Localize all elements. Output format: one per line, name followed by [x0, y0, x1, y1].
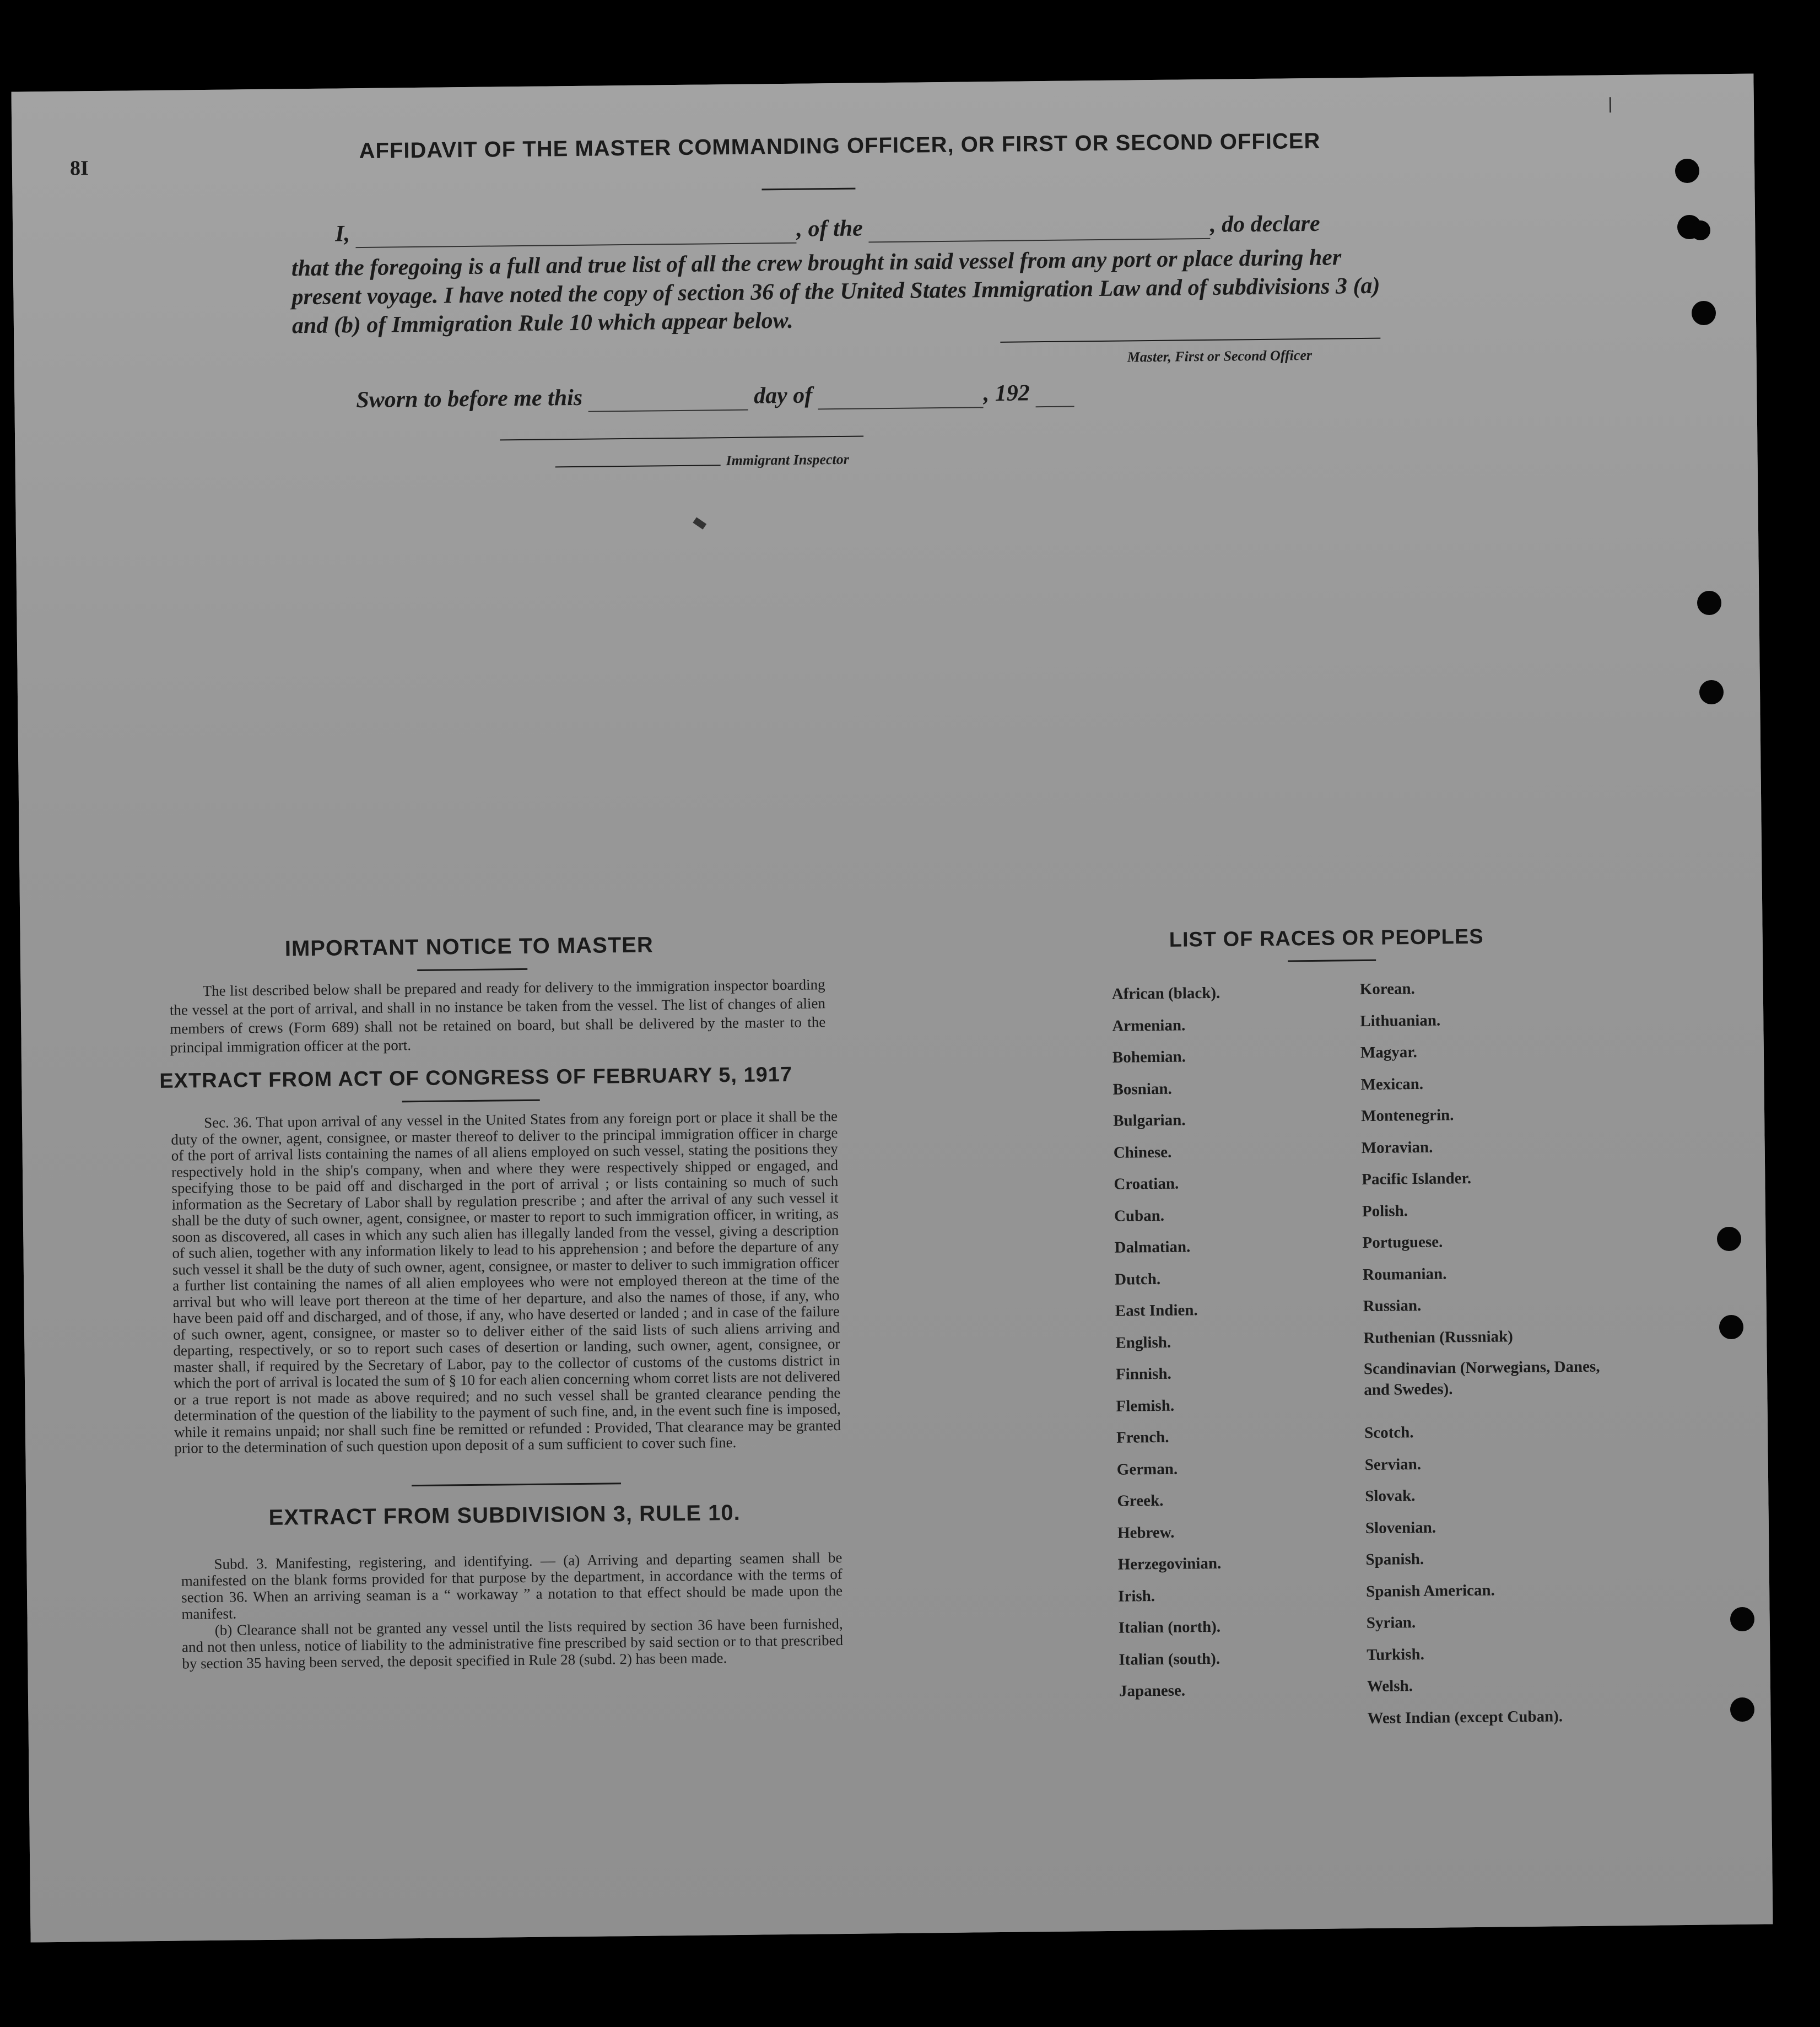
race-item: Polish.	[1362, 1201, 1408, 1220]
race-item: Italian (north).	[1118, 1618, 1221, 1637]
race-item: Slovak.	[1365, 1487, 1416, 1506]
race-item: Dalmatian.	[1114, 1238, 1191, 1257]
inspector-line	[555, 465, 721, 467]
sworn-line	[356, 378, 1127, 414]
binder-hole	[1692, 301, 1716, 325]
race-item: Irish.	[1118, 1587, 1155, 1605]
extract-rule-para-b: (b) Clearance shall not be granted any vessel until the lists required by section 36 have been furnished, and not then unless, notice of liability to the administrative fine prescribed by said section or to that prescribed by section 35 having been served, the deposit specified in Rule 28 (subd. 2) has been made.	[181, 1615, 844, 1672]
race-item: Ruthenian (Russniak)	[1363, 1327, 1514, 1347]
races-title: LIST OF RACES OR PEOPLES	[1169, 925, 1484, 952]
races-left-column	[1111, 977, 1340, 1708]
notice-body: The list described below shall be prepared and ready for delivery to the immigration inspector boarding the vessel at the port of arrival, and shall in no instance be taken from the vessel. The list of changes of alien members of crews (Form 689) shall not be retained on board, but shall be delivered by the master to the principal immigration officer at the port.	[169, 976, 826, 1056]
signature-label: Master, First or Second Officer	[1127, 347, 1313, 365]
notice-title: IMPORTANT NOTICE TO MASTER	[284, 932, 654, 961]
race-item: English.	[1115, 1333, 1171, 1352]
binder-hole	[1717, 1227, 1741, 1251]
declaration-i: I,	[334, 221, 350, 247]
race-item: Italian (south).	[1119, 1649, 1220, 1669]
race-item: Russian.	[1363, 1296, 1422, 1316]
race-item: Cuban.	[1114, 1206, 1165, 1225]
races-underline	[1288, 959, 1376, 962]
sworn-year: , 192	[983, 380, 1030, 407]
declaration-of-the: , of the	[796, 215, 863, 242]
binder-hole	[1730, 1697, 1754, 1722]
race-item: Spanish American.	[1365, 1581, 1495, 1600]
page-number: 8I	[69, 157, 89, 180]
race-item: Bulgarian.	[1112, 1111, 1186, 1130]
ink-mark	[1610, 97, 1611, 112]
race-item: Turkish.	[1367, 1645, 1425, 1664]
document-sheet	[12, 74, 1773, 1943]
year-blank	[1035, 406, 1074, 407]
sworn-day-of: day of	[753, 382, 813, 409]
declaration-body: that the foregoing is a full and true list of all the crew brought in said vessel from any port or place during her present voyage. I have noted the copy of section 36 of the United States Immigration Law and of subdivisions 3 (a) and (b) of Immigration Rule 10 which appear below.	[291, 245, 1380, 339]
race-item: French.	[1116, 1428, 1169, 1447]
day-blank	[588, 409, 748, 412]
race-item: Montenegrin.	[1360, 1106, 1454, 1125]
declaration-end: , do declare	[1209, 211, 1320, 238]
extract-rule-title: EXTRACT FROM SUBDIVISION 3, RULE 10.	[268, 1500, 741, 1530]
race-item: West Indian (except Cuban).	[1367, 1707, 1563, 1727]
signature-line	[1000, 338, 1380, 343]
binder-hole	[1691, 220, 1710, 240]
race-item: Dutch.	[1115, 1270, 1161, 1289]
race-item: Portuguese.	[1362, 1233, 1443, 1252]
race-item: Hebrew.	[1117, 1523, 1175, 1542]
declaration-line-1	[335, 209, 1382, 249]
ink-mark	[693, 517, 706, 529]
race-item: Mexican.	[1360, 1075, 1424, 1093]
race-item: African (black).	[1111, 984, 1220, 1003]
inspector-label: Immigrant Inspector	[726, 451, 849, 469]
name-blank	[356, 242, 797, 248]
month-blank	[818, 407, 984, 409]
sworn-text: Sworn to before me this	[356, 385, 583, 413]
binder-hole	[1730, 1607, 1754, 1631]
race-item: Japanese.	[1119, 1681, 1186, 1700]
race-item: Scotch.	[1364, 1424, 1414, 1442]
inspector-line-upper	[500, 435, 863, 440]
race-item: Magyar.	[1360, 1043, 1417, 1062]
binder-hole	[1697, 591, 1721, 615]
race-item: Pacific Islander.	[1362, 1169, 1472, 1189]
race-item: Scandinavian (Norwegians, Danes, and Swedes).	[1363, 1357, 1600, 1399]
race-item: German.	[1116, 1460, 1178, 1479]
race-item: Roumanian.	[1362, 1264, 1447, 1284]
race-item: Bohemian.	[1112, 1048, 1186, 1066]
race-item: Chinese.	[1113, 1143, 1172, 1162]
races-right-column	[1359, 972, 1610, 1735]
extract-act-body: Sec. 36. That upon arrival of any vessel in the United States from any foreign port or place it shall be the duty of the owner, agent, consignee, or master thereof to deliver to the principal immigration officer in charge of the port of arrival lists containing the names of all aliens employed on such vessel, stating the positions they respectively hold in the ship's company, when and where they were respectively shipped or engaged, and specifying those to be paid off and discharged in the port of arrival ; or lists containing so much of such information as the Secretary of Labor shall by regulation prescribe ; and after the arrival of any such vessel it shall be the duty of such owner, agent, consignee, or master to report to such immigration officer, in writing, as soon as discovered, all cases in which any such alien has illegally landed from the vessel, giving a description of such alien, together with any information likely to lead to his apprehension ; and before the departure of any such vessel it shall be the duty of such owner, agent, consignee, or master to deliver to such immigration officer a further list containing the names of all alien employees who were not employed thereon at the time of the arrival but who will leave port thereon at the time of her departure, and also the names of those, if any, who have been paid off and discharged, and of those, if any, who have deserted or landed ; and in case of the failure of such owner, agent, consignee, or master so to deliver either of the said lists of such aliens arriving and departing, respectively, or so to report such cases of desertion or landing, such owner, agent, consignee, or master shall, if required by the Secretary of Labor, pay to the collector of customs of the customs district in which the port of arrival is located the sum of § 10 for each alien concerning whom corret lists are not delivered or a true report is not made as above required; and no such vessel shall be granted clearance pending the determination of the question of the liability to the payment of such fine, and, in the event such fine is imposed, while it remains unpaid; nor shall such fine be remitted or refunded : Provided, That clearance may be granted prior to the determination of such question upon deposit of a sum sufficient to cover such fine.	[171, 1108, 841, 1457]
race-item: Flemish.	[1116, 1397, 1175, 1415]
race-item: Moravian.	[1361, 1138, 1433, 1157]
race-item: Slovenian.	[1365, 1518, 1436, 1537]
extract-act-underline	[402, 1099, 540, 1103]
extract-rule-para-a: Subd. 3. Manifesting, registering, and identifying. — (a) Arriving and departing seamen shall be manifested on the blank forms provided for that purpose by the department, in accordance with the terms of section 36. When an arriving seaman is a “ workaway ” a notation to that effect should be made upon the manifest.	[181, 1549, 843, 1622]
vessel-blank	[868, 238, 1210, 242]
race-item: Servian.	[1364, 1455, 1422, 1474]
extract-act-title: EXTRACT FROM ACT OF CONGRESS OF FEBRUARY 5, 1917	[159, 1063, 793, 1093]
race-item: Finnish.	[1115, 1365, 1171, 1383]
race-item: Welsh.	[1367, 1677, 1413, 1696]
race-item: Korean.	[1359, 980, 1416, 999]
binder-hole	[1719, 1315, 1743, 1339]
race-item: Armenian.	[1112, 1016, 1186, 1035]
race-item: Greek.	[1117, 1491, 1164, 1510]
race-item: East Indien.	[1115, 1301, 1198, 1320]
title-underline	[762, 188, 855, 191]
race-item: Lithuanian.	[1360, 1011, 1441, 1030]
affidavit-title: AFFIDAVIT OF THE MASTER COMMANDING OFFICER, OR FIRST OR SECOND OFFICER	[359, 128, 1321, 164]
race-item: Bosnian.	[1112, 1080, 1172, 1098]
binder-hole	[1675, 159, 1699, 183]
notice-underline	[417, 968, 527, 971]
race-item: Spanish.	[1365, 1550, 1424, 1569]
race-item: Syrian.	[1366, 1614, 1416, 1632]
binder-hole	[1699, 680, 1724, 704]
extract-rule-divider	[412, 1482, 621, 1486]
race-item: Herzegovinian.	[1117, 1554, 1222, 1573]
race-item: Croatian.	[1114, 1174, 1179, 1193]
